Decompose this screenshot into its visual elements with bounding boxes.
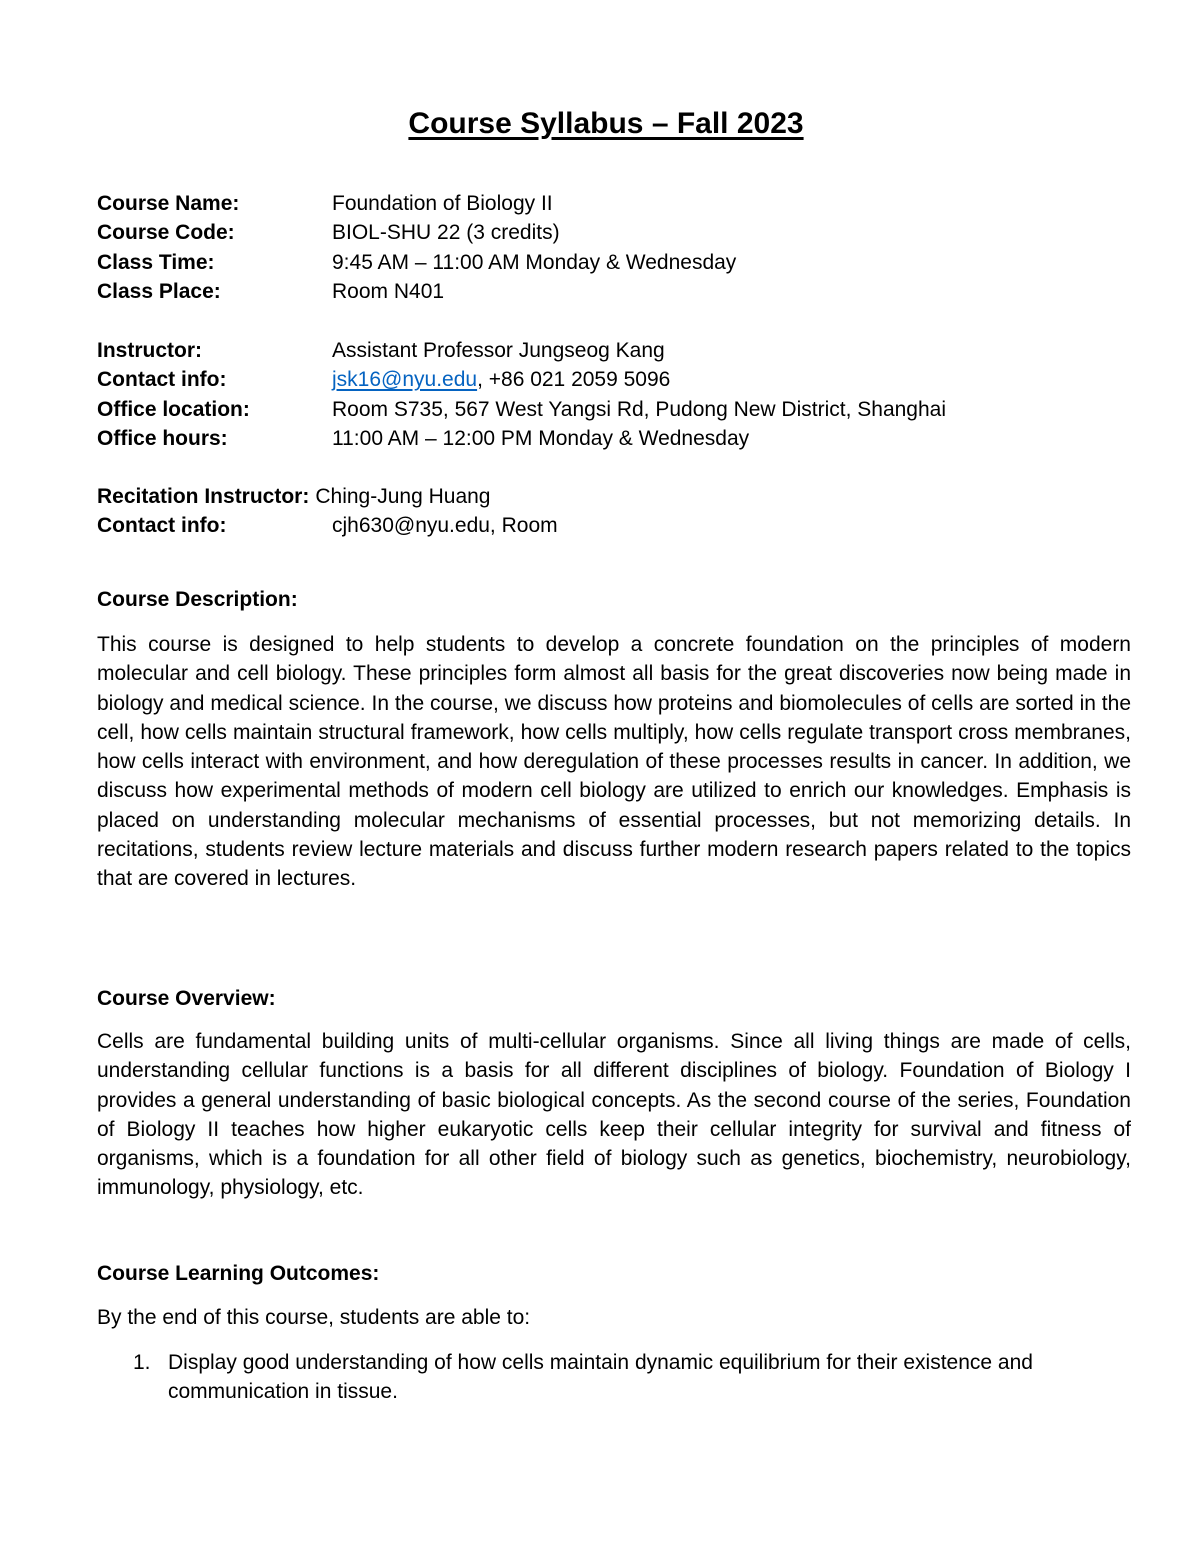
course-code-row [97, 218, 1137, 247]
course-code-label: Course Code: [97, 221, 235, 245]
course-name-value: Foundation of Biology II [332, 192, 553, 215]
outcomes-heading: Course Learning Outcomes: [97, 1262, 380, 1285]
office-location-label: Office location: [97, 397, 250, 421]
class-time-value: 9:45 AM – 11:00 AM Monday & Wednesday [332, 250, 737, 274]
recitation-instructor-label: Recitation Instructor: [97, 485, 310, 508]
list-item-text: Display good understanding of how cells maintain dynamic equilibrium for their existence and communication in tissue. [168, 1351, 1033, 1404]
instructor-value: Assistant Professor Jungseog Kang [332, 339, 665, 362]
instructor-phone: , +86 021 2059 5096 [477, 368, 671, 392]
recitation-instructor-value: Ching-Jung Huang [315, 485, 491, 508]
instructor-row [97, 336, 1137, 365]
recitation-instructor-row [97, 482, 1137, 511]
course-code-value: BIOL-SHU 22 (3 credits) [332, 221, 560, 245]
overview-text: Cells are fundamental building units of multi-cellular organisms. Since all living things are made of cells, understanding cellular functions is a basis for all different disciplines of biology. Foundation of Biology I provides a general understanding of basic biological concepts. As the second course of the series, Foundation of Biology II teaches how higher eukaryotic cells keep their cellular integrity for survival and fitness of organisms, which is a foundation for all other field of biology such as genetics, biochemistry, neurobiology, immunology, physiology, etc. [97, 1030, 1131, 1200]
description-text: This course is designed to help students to develop a concrete foundation on the principles of modern molecular and cell biology. These principles form almost all basis for the great discoveries now being made in biology and medical science. In the course, we discuss how proteins and biomolecules of cells are sorted in the cell, how cells maintain structural framework, how cells multiply, how cells regulate transport cross membranes, how cells interact with environment, and how deregulation of these processes results in cancer. In addition, we discuss how experimental methods of modern cell biology are utilized to enrich our knowledges. Emphasis is placed on understanding molecular mechanisms of essential processes, but not memorizing details. In recitations, students review lecture materials and discuss further modern research papers related to the topics that are covered in lectures. [97, 633, 1131, 891]
class-time-label: Class Time: [97, 250, 215, 274]
instructor-label: Instructor: [97, 339, 202, 362]
recitation-contact-label: Contact info: [97, 514, 227, 538]
office-hours-value: 11:00 AM – 12:00 PM Monday & Wednesday [332, 426, 750, 450]
list-item [97, 1348, 1131, 1407]
page-title: Course Syllabus – Fall 2023 [408, 107, 804, 140]
list-item-number: 1. [133, 1351, 151, 1374]
instructor-email-link[interactable]: jsk16@nyu.edu [332, 368, 478, 392]
overview-heading: Course Overview: [97, 987, 276, 1010]
description-heading: Course Description: [97, 588, 298, 611]
office-location-value: Room S735, 567 West Yangsi Rd, Pudong New District, Shanghai [332, 397, 947, 421]
outcomes-intro: By the end of this course, students are able to: [97, 1306, 531, 1329]
course-name-row [97, 189, 1137, 218]
class-time-row [97, 248, 1137, 277]
course-info-block [97, 189, 1137, 306]
office-location-row [97, 395, 1137, 424]
instructor-contact-value [332, 365, 1137, 394]
office-hours-label: Office hours: [97, 426, 228, 450]
class-place-value: Room N401 [332, 279, 445, 303]
course-name-label: Course Name: [97, 192, 240, 215]
instructor-contact-label: Contact info: [97, 368, 227, 392]
instructor-contact-row [97, 365, 1137, 394]
recitation-block [97, 482, 1137, 541]
instructor-block [97, 336, 1137, 453]
office-hours-row [97, 424, 1137, 453]
class-place-label: Class Place: [97, 279, 221, 303]
class-place-row [97, 277, 1137, 306]
recitation-contact-row [97, 511, 1137, 540]
recitation-contact-value: cjh630@nyu.edu, Room [332, 514, 558, 538]
outcomes-list [97, 1348, 1131, 1407]
